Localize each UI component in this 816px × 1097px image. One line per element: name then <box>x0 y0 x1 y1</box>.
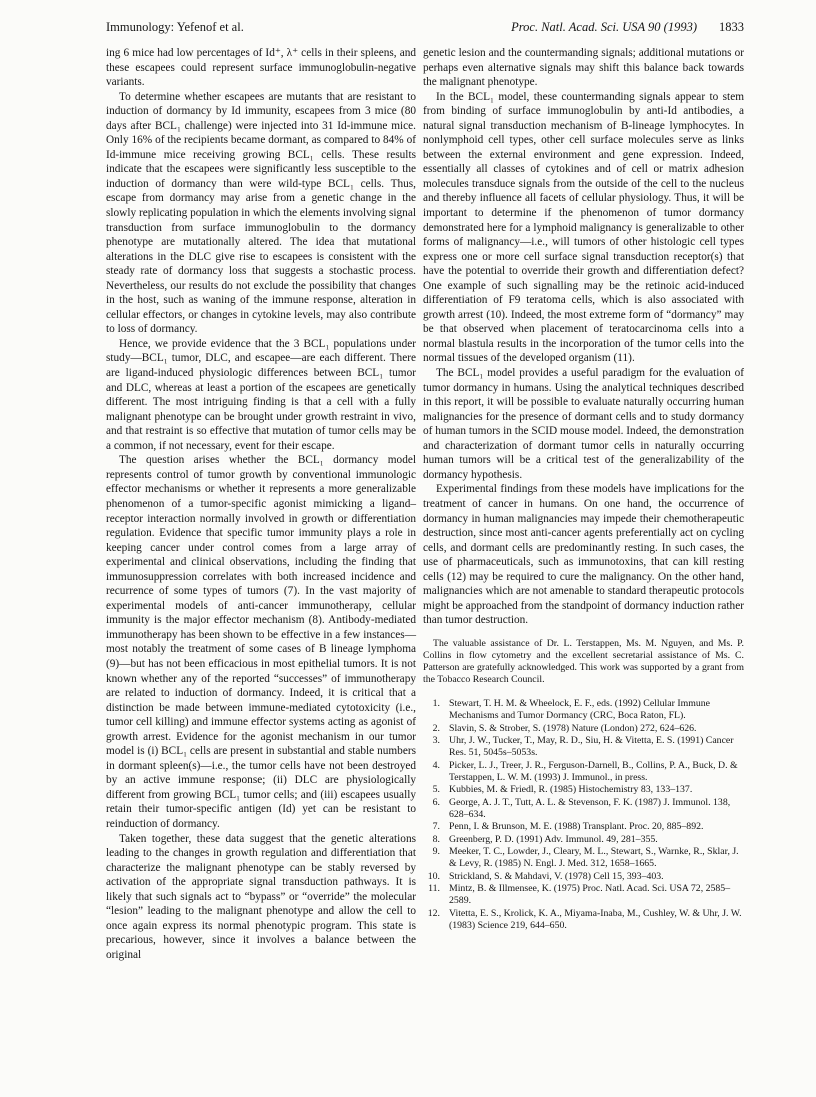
reference-item <box>423 723 744 735</box>
reference-item <box>423 834 744 846</box>
reference-text: Greenberg, P. D. (1991) Adv. Immunol. 49, 281–355. <box>449 833 658 845</box>
reference-item <box>423 760 744 784</box>
reference-text: Penn, I. & Brunson, M. E. (1988) Transplant. Proc. 20, 885–892. <box>449 821 704 833</box>
reference-number: 6. <box>432 796 440 808</box>
right-column <box>423 46 744 932</box>
reference-item <box>423 908 744 932</box>
reference-text: Kubbies, M. & Friedl, R. (1985) Histochemistry 83, 133–137. <box>449 784 693 796</box>
body-paragraph: The question arises whether the BCL₁ dormancy model represents control of tumor growth by conventional immunologic effector mechanisms or whether it represents a more generalizable phenomenon of a tumor-specific agonist mimicking a ligand–receptor interaction normally involved in growth or differentiation regulation. Evidence that specific tumor immunity plays a role in keeping cancer under control comes from a large array of experimental and clinical observations, including the finding that immunosuppression correlates with both increased incidence and recurrence of some types of tumors (7). In the vast majority of experimental models of anti-cancer immunotherapy, cellular immunity is the major effector mechanism (8). Antibody-mediated immunotherapy has been shown to be effective in a few instances—most notably the treatment of some cases of B lineage lymphoma (9)—but has not been efficacious in most epithelial tumors. It is not known whether any of the reported “successes” of immunotherapy are related to induction of dormancy. Indeed, it is critical that a distinction be made between immune-mediated cytotoxicity (i.e., tumor cell killing) and immune effector systems acting as agonist of growth arrest. Evidence for the agonist mechanism in our tumor model is (i) BCL₁ cells are present in substantial and stable numbers in dormant spleen(s)—i.e., the tumor cells have not been destroyed by an active immune response; (ii) DLC are physiologically different from growing BCL₁ tumor cells; and (iii) escapees usually retain their tumor-specific antigen (Id) yet can be resistant to reinduction of dormancy. <box>106 454 416 830</box>
running-head-title: Immunology: Yefenof et al. <box>106 20 244 34</box>
reference-item <box>423 784 744 796</box>
reference-number: 2. <box>432 722 440 734</box>
acknowledgment: The valuable assistance of Dr. L. Terstappen, Ms. M. Nguyen, and Ms. P. Collins in flow cytometry and the excellent secretarial assistance of Ms. C. Patterson are gratefully acknowledged. This work was supported by a grant from the Tobacco Research Council. <box>423 637 744 686</box>
body-paragraph: Experimental findings from these models have implications for the treatment of cancer in humans. On one hand, the occurrence of dormancy in human malignancies may impede their chemotherapeutic destruction, since most anti-cancer agents preferentially act on cycling cells, and dormant cells are predominantly resting. In such cases, the use of pharmaceuticals, such as immunotoxins, that can kill resting cells (12) may be required to cure the malignancy. On the other hand, malignancies which are not amenable to standard therapeutic protocols might be approached from the standpoint of dormancy induction rather than tumor destruction. <box>423 483 744 627</box>
body-paragraph: The BCL₁ model provides a useful paradigm for the evaluation of tumor dormancy in humans. Using the analytical techniques described in this report, it will be possible to evaluate naturally occurring human malignancies for the presence of dormant cells and to study dormancy of human tumors in the SCID mouse model. Indeed, the demonstration and characterization of dormant tumor cells in naturally occurring human tumors will be a critical test of the generalizability of the dormancy hypothesis. <box>423 367 744 481</box>
reference-number: 5. <box>432 784 440 796</box>
reference-number: 12. <box>427 907 440 919</box>
body-paragraph: genetic lesion and the countermanding signals; additional mutations or perhaps even alternative signals may shift this balance back towards the malignant phenotype. <box>423 47 744 89</box>
reference-number: 7. <box>432 821 440 833</box>
body-paragraph: To determine whether escapees are mutants that are resistant to induction of dormancy by Id immunity, escapees from 3 mice (80 days after BCL₁ challenge) were injected into 31 Id-immune mice. Only 16% of the recipients became dormant, as compared to 84% of Id-immune mice receiving growing BCL₁ cells. These results indicate that the escapees were significantly less susceptible to the induction of dormancy than were wild-type BCL₁ cells. Thus, escape from dormancy may arise from a genetic change in the slowly replicating population in which the elements involving signal transduction from surface immunoglobulin to the dormancy phenotype are mutationally altered. The idea that mutational alterations in the DLC give rise to escapees is consistent with the steady rate of dormancy loss that suggests a stochastic process. Nevertheless, our results do not exclude the possibility that changes in the host, such as waning of the immune response, alteration in cellular effectors, or changes in cytokine levels, may also contribute to loss of dormancy. <box>106 90 416 336</box>
reference-number: 9. <box>432 846 440 858</box>
reference-number: 4. <box>432 759 440 771</box>
body-paragraph: In the BCL₁ model, these countermanding signals appear to stem from binding of surface immunoglobulin by anti-Id antibodies, a natural signal transduction mechanism of B-lineage lymphocytes. In nonlymphoid cell types, other cell surface molecules serve as links between the external environment and gene expression. Indeed, essentially all classes of cytokines and of cell or matrix adhesion molecules transduce signals from the outside of the cell to the nucleus and thereby influence all facets of cellular physiology. Thus, it will be important to determine if the phenomenon of tumor dormancy demonstrated here for a lymphoid malignancy is generalizable to other forms of malignancy—i.e., will tumors of other histologic cell types express one or more cell surface signal transduction receptor(s) that have the potential to override their growth and differentiation defect? One example of such signalling may be the retinoic acid-induced differentiation of F9 teratoma cells, which is also associated with growth arrest (10). Indeed, the most extreme form of “dormancy” may be that observed when placement of teratocarcinoma cells into a normal blastula results in the incorporation of the tumor cells into the normal tissues of the developed organism (11). <box>423 90 744 365</box>
reference-number: 1. <box>432 698 440 710</box>
reference-text: Strickland, S. & Mahdavi, V. (1978) Cell 15, 393–403. <box>449 870 664 882</box>
reference-item <box>423 698 744 722</box>
reference-text: Uhr, J. W., Tucker, T., May, R. D., Siu, H. & Vitetta, E. S. (1991) Cancer Res. 51, 5045s–5053s. <box>449 735 734 759</box>
reference-number: 8. <box>432 833 440 845</box>
reference-text: Meeker, T. C., Lowder, J., Cleary, M. L., Stewart, S., Warnke, R., Sklar, J. & Levy, R. (1985) N. Engl. J. Med. 312, 1658–1665. <box>449 846 739 870</box>
reference-text: Vitetta, E. S., Krolick, K. A., Miyama-Inaba, M., Cushley, W. & Uhr, J. W. (1983) Science 219, 644–650. <box>449 907 742 931</box>
reference-list <box>423 698 744 932</box>
reference-item <box>423 871 744 883</box>
body-paragraph: ing 6 mice had low percentages of Id⁺, λ⁺ cells in their spleens, and these escapees could represent surface immunoglobulin-negative variants. <box>106 47 416 89</box>
journal-name: Proc. Natl. Acad. Sci. USA 90 (1993) <box>511 20 697 34</box>
reference-text: Picker, L. J., Treer, J. R., Ferguson-Darnell, B., Collins, P. A., Buck, D. & Terstappen, L. W. M. (1993) J. Immunol., in press. <box>449 759 738 783</box>
reference-item <box>423 797 744 821</box>
reference-text: Slavin, S. & Strober, S. (1978) Nature (London) 272, 624–626. <box>449 722 697 734</box>
reference-number: 10. <box>427 870 440 882</box>
body-paragraph: Hence, we provide evidence that the 3 BCL₁ populations under study—BCL₁ tumor, DLC, and escapee—are each different. There are ligand-induced physiologic differences between BCL₁ tumor and DLC, whereas at least a portion of the escapees are genetically different. The most intriguing finding is that a cell with a fully malignant phenotype can be brought under growth restraint in vivo, and that restraint is so effective that mutation of tumor cells may be a common, if not necessary, event for their escape. <box>106 337 416 452</box>
journal-citation <box>511 20 744 35</box>
left-column <box>106 46 416 962</box>
reference-item <box>423 846 744 870</box>
reference-number: 3. <box>432 735 440 747</box>
reference-text: Mintz, B. & Illmensee, K. (1975) Proc. Natl. Acad. Sci. USA 72, 2585–2589. <box>449 883 731 907</box>
reference-text: Stewart, T. H. M. & Wheelock, E. F., eds. (1992) Cellular Immune Mechanisms and Tumor Dormancy (CRC, Boca Raton, FL). <box>449 698 710 722</box>
reference-item <box>423 821 744 833</box>
reference-number: 11. <box>428 883 440 895</box>
reference-text: George, A. J. T., Tutt, A. L. & Stevenson, F. K. (1987) J. Immunol. 138, 628–634. <box>449 796 731 820</box>
reference-item <box>423 735 744 759</box>
body-paragraph: Taken together, these data suggest that the genetic alterations leading to the changes in growth regulation and differentiation that characterize the malignant phenotype can be stably reversed by activation of the appropriate signal transduction pathways. It is likely that such signals act to “bypass” or “override” the molecular “lesion” leading to the malignant phenotype and allow the cell to once again express its normal phenotypic program. This state is precarious, however, since it involves a balance between the original <box>106 832 416 961</box>
reference-item <box>423 883 744 907</box>
running-header <box>106 20 744 40</box>
page-number: 1833 <box>719 20 744 34</box>
